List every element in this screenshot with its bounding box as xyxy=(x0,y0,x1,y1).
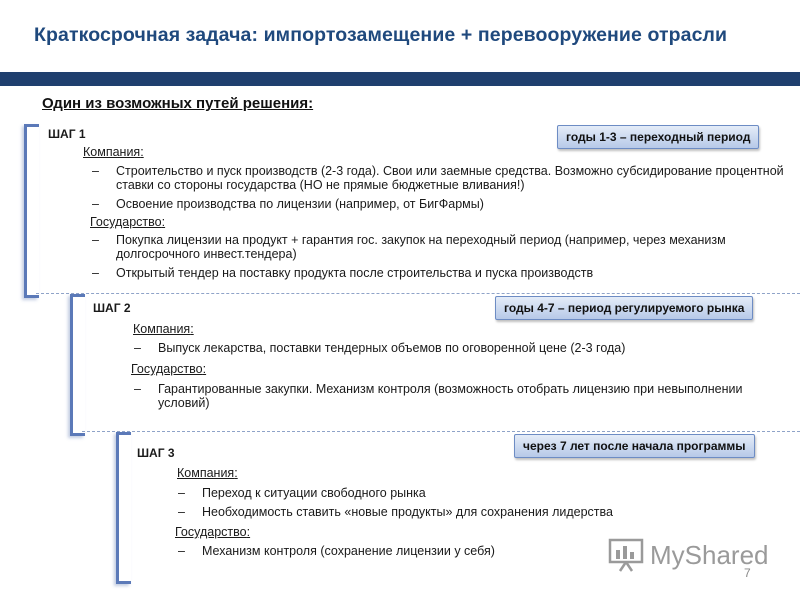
step2-period-badge: годы 4-7 – период регулируемого рынка xyxy=(495,296,753,320)
page-number: 7 xyxy=(744,566,751,580)
slide-title: Краткосрочная задача: импортозамещение + перевооружение отрасли xyxy=(34,24,728,46)
step1-bracket xyxy=(24,124,39,298)
presentation-icon xyxy=(606,534,646,574)
logo-text: MyShared xyxy=(650,540,769,570)
step3-label: ШАГ 3 xyxy=(137,446,175,460)
step1-period-badge: годы 1-3 – переходный период xyxy=(557,125,759,149)
step2-company-label: Компания: xyxy=(133,322,194,336)
step1-label: ШАГ 1 xyxy=(48,127,86,141)
step2-divider xyxy=(82,431,800,432)
step3-period-badge: через 7 лет после начала программы xyxy=(514,434,755,458)
step1-company-label: Компания: xyxy=(83,145,144,159)
step3-state-label: Государство: xyxy=(175,525,251,539)
step3-bracket xyxy=(116,432,131,584)
step1-state-label: Государство: xyxy=(90,215,166,229)
header-bar xyxy=(0,72,800,86)
slide-subtitle: Один из возможных путей решения: xyxy=(42,95,314,112)
step2-bracket xyxy=(70,294,85,436)
step3-company-label: Компания: xyxy=(177,466,238,480)
myshared-logo xyxy=(606,534,769,576)
step1-divider xyxy=(36,293,800,294)
step2-label: ШАГ 2 xyxy=(93,301,131,315)
step2-state-label: Государство: xyxy=(131,362,207,376)
